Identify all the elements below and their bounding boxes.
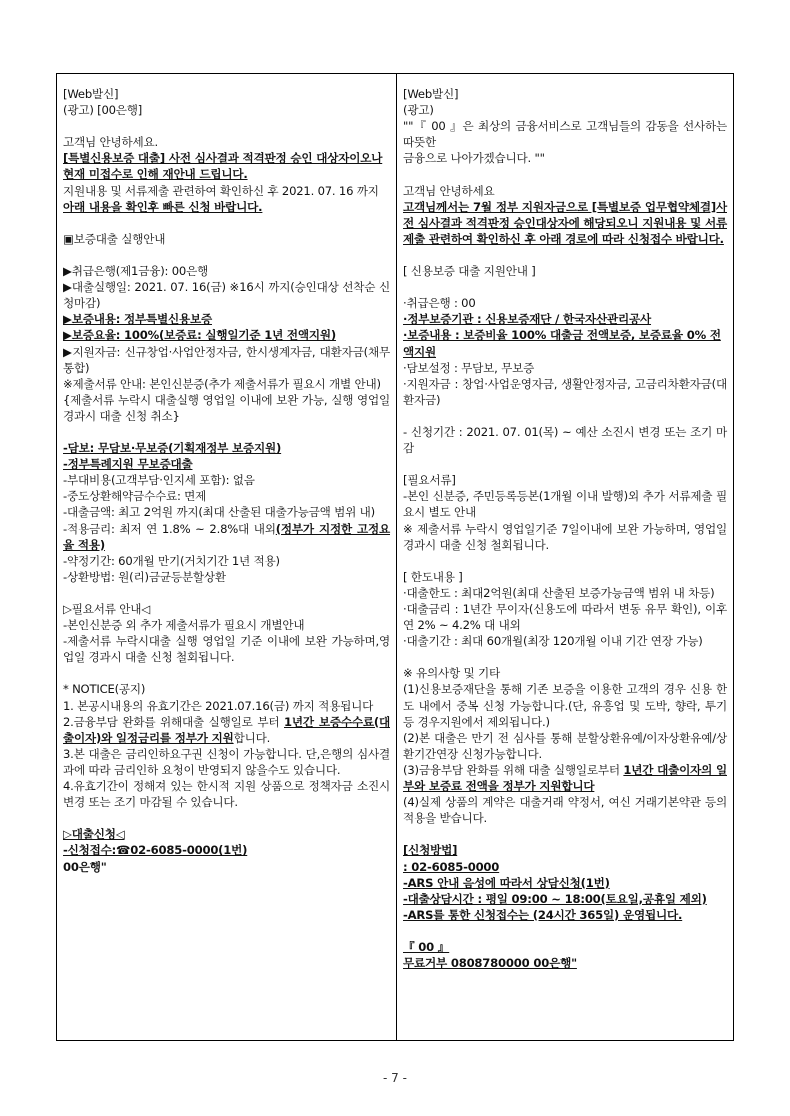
- intro-text: ""『 00 』은 최상의 금융서비스로 고객님들의 감동을 선사하는 따뜻한: [403, 119, 727, 150]
- list-item: ·지원자금 : 창업·사업운영자금, 생활안정자금, 고금리차환자금(대환자금): [403, 376, 727, 407]
- notice-heading: * NOTICE(공지): [63, 682, 146, 697]
- notice-item: 1. 본공시내용의 유효기간은 2021.07.16(금) 까지 적용됩니다: [63, 698, 374, 713]
- bank-signature: 00은행": [63, 859, 107, 874]
- list-item: ·대출금리 : 1년간 무이자(신용도에 따라서 변동 유무 확인), 이후 연 2% ~ 4.2% 대 내외: [403, 602, 727, 633]
- notice-item: 2.금융부담 완화를 위해대출 실행일로 부터 1년간 보증수수료(대출이자)와 일정금리를 정부가 지원합니다.: [63, 714, 390, 745]
- list-item: - 신청기간 : 2021. 07. 01(목) ~ 예산 소진시 변경 또는 조기 마감: [403, 424, 727, 456]
- list-item: ▶취급은행(제1금융): 00은행: [63, 264, 209, 279]
- intro-text: 금융으로 나아가겠습니다. "": [403, 151, 545, 166]
- greeting: 고객님 안녕하세요: [403, 183, 495, 198]
- list-item: ▶지원자금: 신규창업·사업안정자금, 한시생계자금, 대환자금(채무통합): [63, 344, 390, 375]
- section-heading: [ 신용보증 대출 지원안내 ]: [403, 264, 536, 279]
- list-item: ·대출한도 : 최대2억원(최대 산출된 보증가능금액 범위 내 차등): [403, 585, 715, 600]
- apply-heading: ▷대출신청◁: [63, 827, 125, 842]
- notice-item: (1)신용보증재단을 통해 기존 보증을 이용한 고객의 경우 신용 한도 내에서 중복 신청 가능합니다.(단, 유흥업 및 도박, 향락, 투기 등 경우지원에서 제외됩니다.): [403, 682, 727, 729]
- brand-name: 『 00 』: [403, 939, 450, 954]
- notice-item: (2)본 대출은 만기 전 심사를 통해 분할상환유예/이자상환유예/상환기간연장 신청가능합니다.: [403, 730, 727, 761]
- list-item: ▶보증요율: 100%(보증료: 실행일기준 1년 전액지원): [63, 328, 337, 343]
- list-item: ·취급은행 : 00: [403, 296, 476, 311]
- list-item: -중도상환해약금수수료: 면제: [63, 489, 207, 504]
- headline: 고객님께서는 7월 정부 지원자금으로 [특별보증 업무협약체결]사전 심사결과 적격판정 승인대상자에 해당되오니 지원내용 및 서류제출 관련하여 확인하신 후 아래 경로에 따라 신청접수 바랍니다.: [403, 199, 727, 246]
- list-item: -본인 신분증, 주민등록등본(1개월 이내 발행)외 추가 서류제출 필요시 별도 안내: [403, 489, 727, 520]
- apply-item: -ARS 안내 음성에 따라서 상담신청(1번): [403, 875, 610, 890]
- section-heading: ▣보증대출 실행안내: [63, 231, 166, 246]
- apply-item: -대출상담시간 : 평일 09:00 ~ 18:00(토요일,공휴일 제외): [403, 891, 707, 906]
- notice-item: (3)금융부담 완화를 위해 대출 실행일로부터 1년간 대출이자의 일부와 보증료 전액을 정부가 지원합니다: [403, 762, 727, 794]
- list-item: -적용금리: 최저 연 1.8% ~ 2.8%대 내외(정부가 지정한 고정요율 적용): [63, 521, 390, 552]
- list-item: ·담보설정 : 무담보, 무보증: [403, 360, 535, 375]
- list-item: -본인신분증 외 추가 제출서류가 필요시 개별안내: [63, 618, 305, 633]
- section-heading: [ 한도내용 ]: [403, 569, 463, 584]
- list-item: ·보증내용 : 보증비율 100% 대출금 전액보증, 보증료율 0% 전액지원: [403, 328, 721, 359]
- list-item: -부대비용(고객부담·인지세 포함): 없음: [63, 473, 255, 488]
- list-item: ·정부보증기관 : 신용보증재단 / 한국자산관리공사: [403, 312, 652, 327]
- opt-out-line: 무료거부 0808780000 00은행": [403, 956, 577, 971]
- web-tag: [Web발신]: [63, 87, 119, 101]
- greeting: 고객님 안녕하세요.: [63, 135, 158, 150]
- list-item: -상환방법: 원(리)금균등분할상환: [63, 569, 226, 584]
- list-item: -담보: 무담보·무보증(기획재정부 보증지원): [63, 441, 282, 456]
- apply-heading: [신청방법]: [403, 843, 458, 858]
- ad-tag: (광고): [403, 103, 434, 118]
- page-number: - 7 -: [383, 1071, 407, 1085]
- list-item: ▶보증내용: 정부특별신용보증: [63, 312, 212, 327]
- apply-phone: : 02-6085-0000: [403, 859, 500, 874]
- list-item: ·대출기간 : 최대 60개월(최장 120개월 이내 기간 연장 가능): [403, 634, 703, 649]
- list-item: -정부특례지원 무보증대출: [63, 457, 193, 472]
- apply-item: -ARS를 통한 신청접수는 (24시간 365일) 운영됩니다.: [403, 907, 683, 922]
- list-item: -약정기간: 60개월 만기(거치기간 1년 적용): [63, 553, 280, 568]
- list-item: -제출서류 누락시대출 실행 영업일 기준 이내에 보완 가능하며,영업일 경과시 대출 신청 철회됩니다.: [63, 634, 390, 665]
- section-heading: [필요서류]: [403, 473, 456, 488]
- notice-item: (4)실제 상품의 계약은 대출거래 약정서, 여신 거래기본약관 등의 적용을 받습니다.: [403, 795, 727, 826]
- message-comparison-table: [56, 73, 734, 1041]
- list-item: ▶대출실행일: 2021. 07. 16(금) ※16시 까지(승인대상 선착순 신청마감): [63, 280, 390, 311]
- section-heading: ▷필요서류 안내◁: [63, 602, 150, 616]
- apply-phone: -신청접수:☎02-6085-0000(1번): [63, 843, 248, 858]
- notice-item: 4.유효기간이 정해져 있는 한시적 지원 상품으로 정책자금 소진시 변경 또는 조기 마감될 수 있습니다.: [63, 779, 390, 810]
- section-heading: ※ 유의사항 및 기타: [403, 666, 500, 681]
- list-item: ※제출서류 안내: 본인신분증(추가 제출서류가 필요시 개별 안내): [63, 376, 381, 391]
- list-item: -대출금액: 최고 2억원 까지(최대 산출된 대출가능금액 범위 내): [63, 505, 375, 520]
- web-tag: [Web발신]: [403, 87, 459, 101]
- ad-tag: (광고) [00은행]: [63, 103, 143, 118]
- notice-item: 3.본 대출은 금리인하요구권 신청이 가능합니다. 단,은행의 심사결과에 따라 금리인하 요청이 반영되지 않을수도 있습니다.: [63, 746, 390, 777]
- list-item: ※ 제출서류 누락시 영업일기준 7일이내에 보완 가능하며, 영업일 경과시 대출 신청 철회됩니다.: [403, 521, 727, 552]
- right-message-column: [397, 74, 733, 1040]
- list-item: {제출서류 누락시 대출실행 영업일 이내에 보완 가능, 실행 영업일 경과시 대출 신청 취소}: [63, 392, 390, 423]
- headline: [특별신용보증 대출] 사전 심사결과 적격판정 승인 대상자이오나 현재 미접수로 인해 재안내 드립니다.: [63, 151, 383, 182]
- left-message-column: [57, 74, 397, 1040]
- deadline-text: 지원내용 및 서류제출 관련하여 확인하신 후 2021. 07. 16 까지 아래 내용을 확인후 빠른 신청 바랍니다.: [63, 183, 379, 214]
